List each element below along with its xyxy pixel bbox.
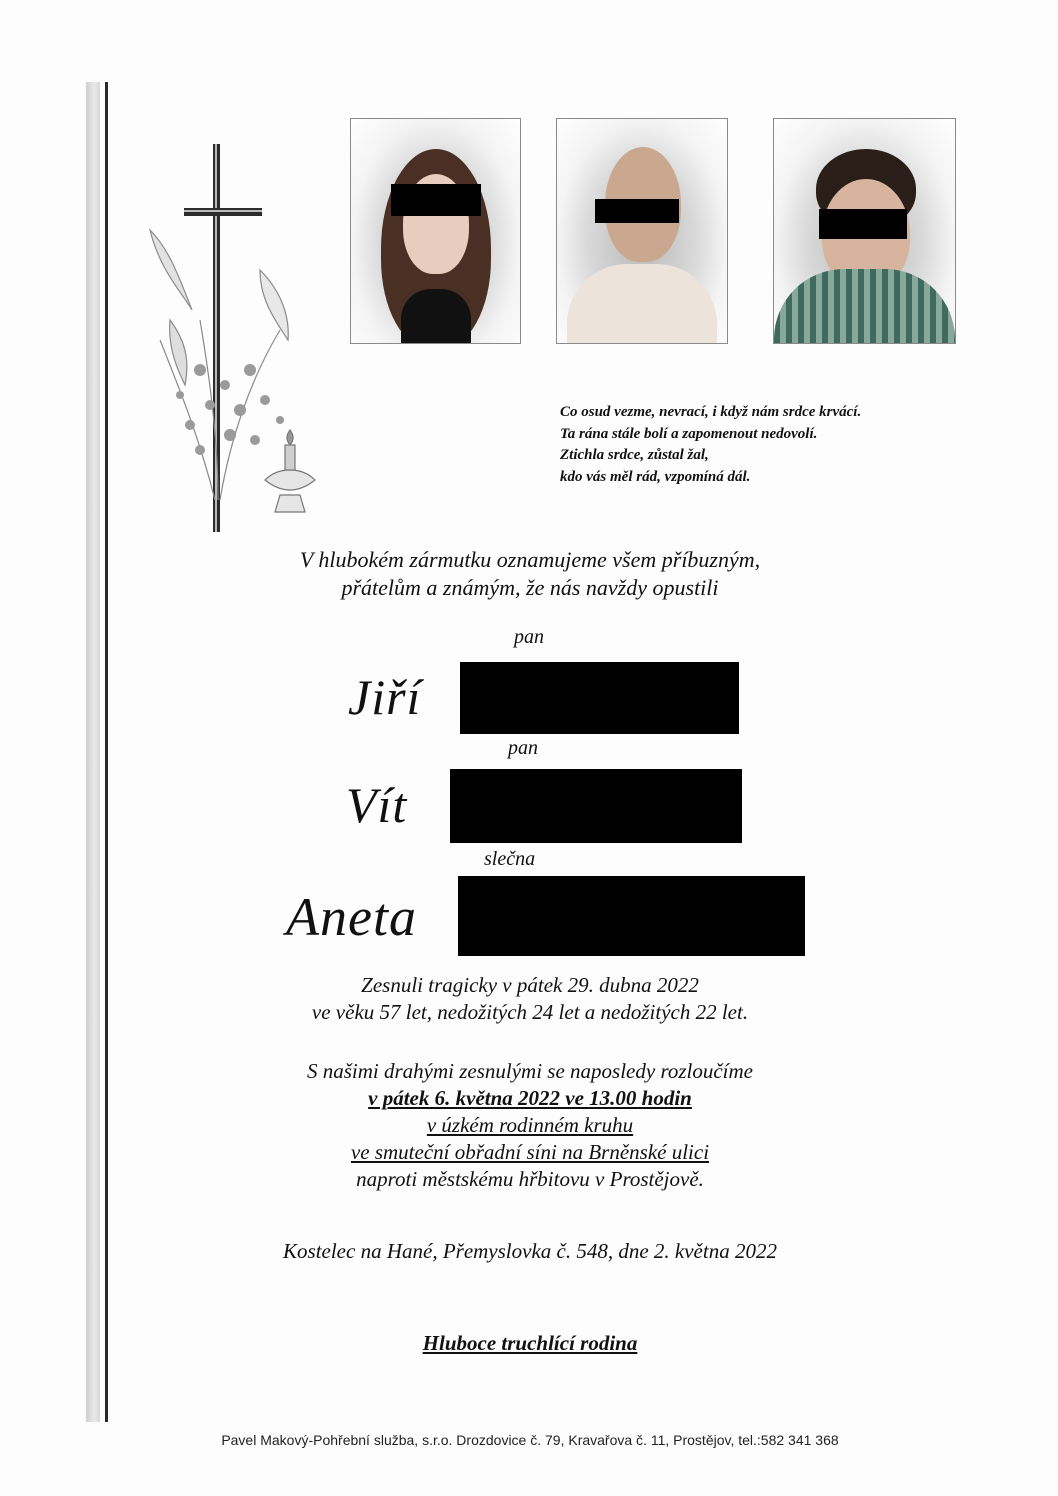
farewell-line: v úzkém rodinném kruhu <box>426 1113 634 1137</box>
margin-bar-dark <box>105 82 108 1422</box>
farewell-info <box>160 1058 900 1193</box>
death-info <box>160 972 900 1026</box>
poem-line: Ztichla srdce, zůstal žal, <box>560 447 709 463</box>
announcement-intro <box>200 546 860 602</box>
redaction-bar <box>595 199 679 223</box>
honorific-title: pan <box>508 737 538 759</box>
death-info-line: Zesnuli tragicky v pátek 29. dubna 2022 <box>361 973 699 997</box>
portrait-photo-jiri <box>556 118 728 344</box>
portrait-photo-vit <box>773 118 956 344</box>
signature: Hluboce truchlící rodina <box>422 1331 638 1355</box>
cross-flowers-illustration <box>140 140 350 535</box>
intro-line: V hlubokém zármutku oznamujeme všem příbuzným, <box>299 547 761 572</box>
farewell-line: S našimi drahými zesnulými se naposledy rozloučíme <box>306 1059 753 1083</box>
place-and-date: Kostelec na Hané, Přemyslovka č. 548, dne 2. května 2022 <box>283 1239 777 1263</box>
clothing-shape <box>774 269 955 344</box>
poem-line: Co osud vezme, nevrací, i když nám srdce krvácí. <box>560 404 862 420</box>
intro-line: přátelům a známým, že nás navždy opustili <box>341 575 719 600</box>
farewell-line: naproti městskému hřbitovu v Prostějově. <box>356 1167 704 1191</box>
given-name: Aneta <box>286 887 417 947</box>
given-name: Vít <box>346 777 408 833</box>
poem-line: kdo vás měl rád, vzpomíná dál. <box>560 468 751 485</box>
redacted-surname <box>450 769 742 843</box>
honorific-title: pan <box>514 626 544 648</box>
honorific-title: slečna <box>484 848 536 870</box>
memorial-poem <box>560 402 980 488</box>
funeral-service-footer: Pavel Makový-Pohřební služba, s.r.o. Drozdovice č. 79, Kravařova č. 11, Prostějov, tel.:582 341 368 <box>221 1432 839 1448</box>
margin-bar-light <box>86 82 100 1422</box>
farewell-date-line: v pátek 6. května 2022 ve 13.00 hodin <box>368 1086 692 1110</box>
death-info-line: ve věku 57 let, nedožitých 24 let a nedožitých 22 let. <box>311 1000 749 1024</box>
farewell-line: ve smuteční obřadní síni na Brněnské ulici <box>350 1140 710 1164</box>
clothing-shape <box>401 289 471 344</box>
memorial-lamp-icon <box>265 430 315 512</box>
blossoms-icon <box>176 364 284 455</box>
redaction-bar <box>391 184 481 216</box>
redacted-surname <box>458 876 805 956</box>
cross-icon <box>184 144 262 532</box>
portrait-photo-aneta <box>350 118 521 344</box>
poem-line: Ta rána stále bolí a zapomenout nedovolí. <box>560 425 818 442</box>
redacted-surname <box>460 662 739 734</box>
clothing-shape <box>567 264 717 344</box>
redaction-bar <box>819 209 907 239</box>
given-name: Jiří <box>348 669 422 725</box>
